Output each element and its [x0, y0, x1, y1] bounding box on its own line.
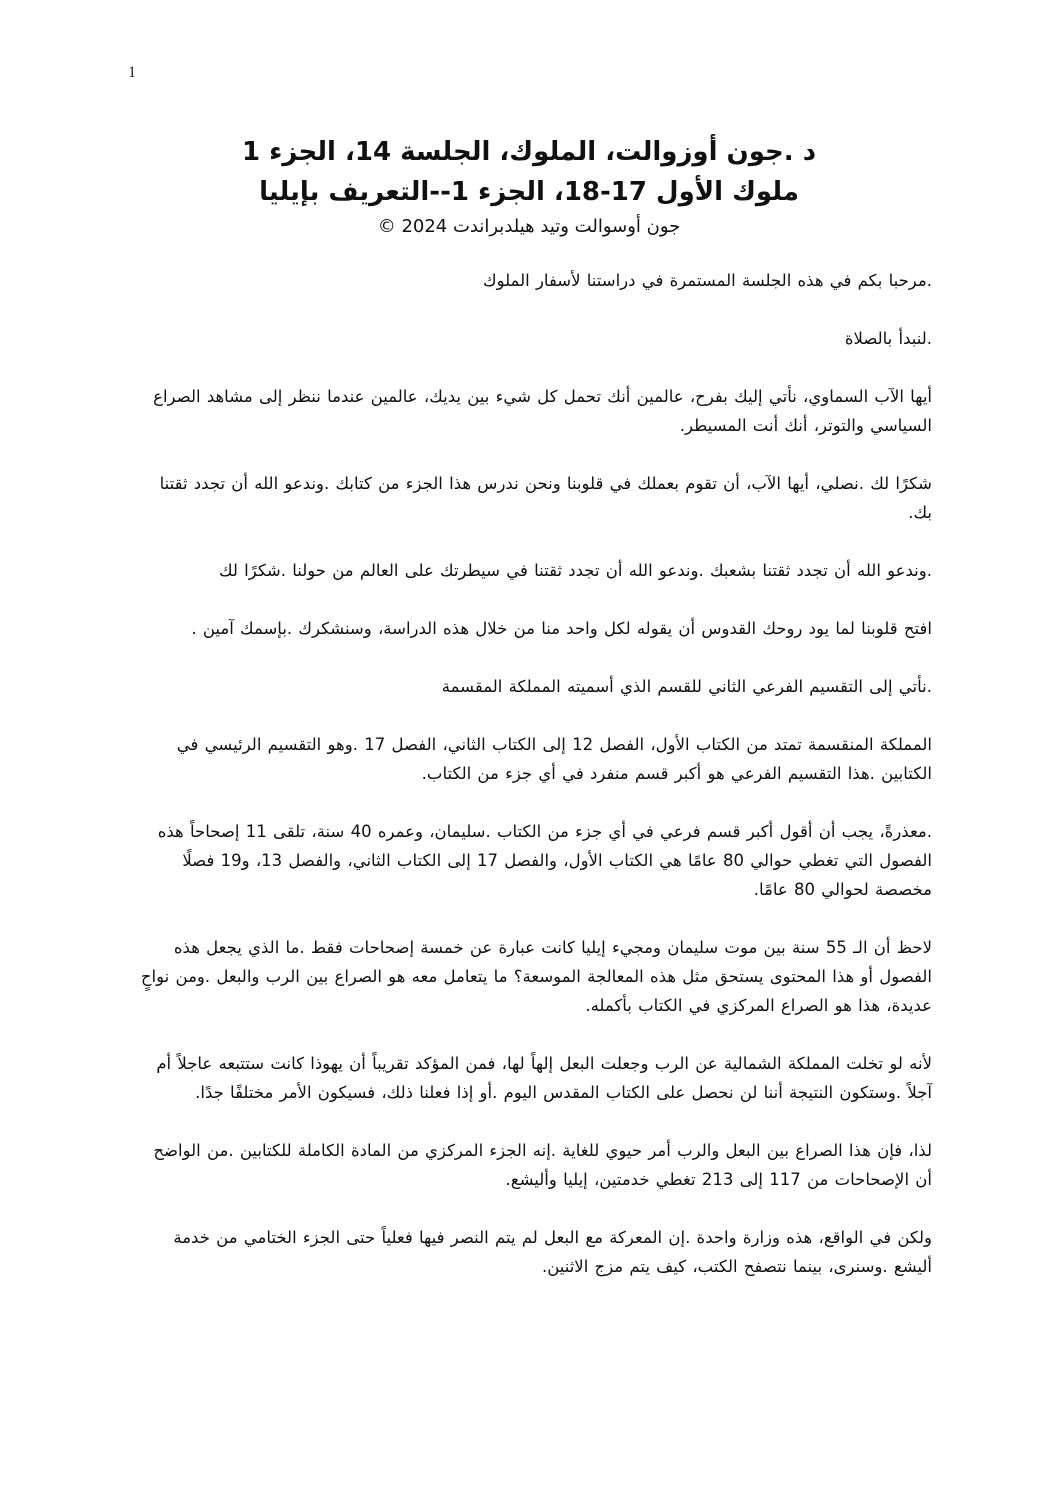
paragraph-conflict: لذا، فإن هذا الصراع بين البعل والرب أمر حيوي للغاية .إنه الجزء المركزي من المادة الكاملة للكتابين .من الواضح أن الإصحاحات من 117 إلى 213 تغطي خدمتين، إيليا وأليشع. [153, 1141, 932, 1189]
paragraph-correction: .معذرةً، يجب أن أقول أكبر قسم فرعي في أي جزء من الكتاب .سليمان، وعمره 40 سنة، تلقى 11 إصحاحاً هذه الفصول التي تغطي حوالي 80 عامًا هي الكتاب الأول، والفصل 17 إلى الكتاب الثاني، والفصل 13، و19 فصلًا مخصصة لحوالي 80 عامًا. [157, 822, 932, 899]
paragraph-prayer-2: شكرًا لك .نصلي، أيها الآب، أن تقوم بعملك في قلوبنا ونحن ندرس هذا الجزء من كتابك .وندعو الله أن تجدد ثقتنا بك. [159, 474, 932, 522]
paragraph-prayer-1: أيها الآب السماوي، نأتي إليك بفرح، عالمين أنك تحمل كل شيء بين يديك، عالمين عندما ننظر إلى مشاهد الصراع السياسي والتوتر، أنك أنت المسيطر. [153, 387, 932, 435]
paragraph-northern-kingdom: لأنه لو تخلت المملكة الشمالية عن الرب وجعلت البعل إلهاً لها، فمن المؤكد تقريباً أن يهوذا كانت ستتبعه عاجلاً أم آجلاً .وستكون النتيجة أننا لن نحصل على الكتاب المقدس اليوم .أو إذا فعلنا ذلك، فسيكون الأمر مختلفًا جدًا. [156, 1054, 932, 1102]
title-line-1: د .جون أوزوالت، الملوك، الجلسة 14، الجزء 1 [241, 137, 817, 167]
paragraph-prayer-4: افتح قلوبنا لما يود روحك القدوس أن يقوله لكل واحد منا من خلال هذه الدراسة، وسنشكرك .بإسمك آمين . [191, 619, 932, 638]
copyright-line: جون أوسوالت وتيد هيلدبراندت 2024 © [377, 216, 681, 237]
paragraph-prayer-intro: .لنبدأ بالصلاة [844, 329, 932, 348]
document-body [134, 266, 932, 1310]
paragraph-subdivision: .نأتي إلى التقسيم الفرعي الثاني للقسم الذي أسميته المملكة المقسمة [441, 677, 932, 696]
paragraph-divided-kingdom: المملكة المنقسمة تمتد من الكتاب الأول، الفصل 12 إلى الكتاب الثاني، الفصل 17 .وهو التقسيم الرئيسي في الكتابين .هذا التقسيم الفرعي هو أكبر قسم منفرد في أي جزء من الكتاب. [176, 735, 932, 783]
document-header [120, 132, 938, 240]
title-line-2: ملوك الأول 17-18، الجزء 1--التعريف بإيليا [259, 177, 799, 207]
paragraph-welcome: .مرحبا بكم في هذه الجلسة المستمرة في دراستنا لأسفار الملوك [482, 271, 932, 290]
paragraph-55-years: لاحظ أن الـ 55 سنة بين موت سليمان ومجيء إيليا كانت عبارة عن خمسة إصحاحات فقط .ما الذي يجعل هذه الفصول أو هذا المحتوى يستحق مثل هذه المعالجة الموسعة؟ ما يتعامل معه هو الصراع بين الرب والبعل .ومن نواحٍ عديدة، هذا هو الصراع المركزي في الكتاب بأكمله. [140, 938, 932, 1015]
paragraph-one-ministry: ولكن في الواقع، هذه وزارة واحدة .إن المعركة مع البعل لم يتم النصر فيها فعلياً حتى الجزء الختامي من خدمة أليشع .وسنرى، بينما نتصفح الكتب، كيف يتم مزج الاثنين. [173, 1228, 932, 1276]
page-number: 1 [128, 64, 136, 81]
paragraph-prayer-3: .وندعو الله أن تجدد ثقتنا بشعبك .وندعو الله أن تجدد ثقتنا في سيطرتك على العالم من حولنا .شكرًا لك [218, 561, 932, 580]
